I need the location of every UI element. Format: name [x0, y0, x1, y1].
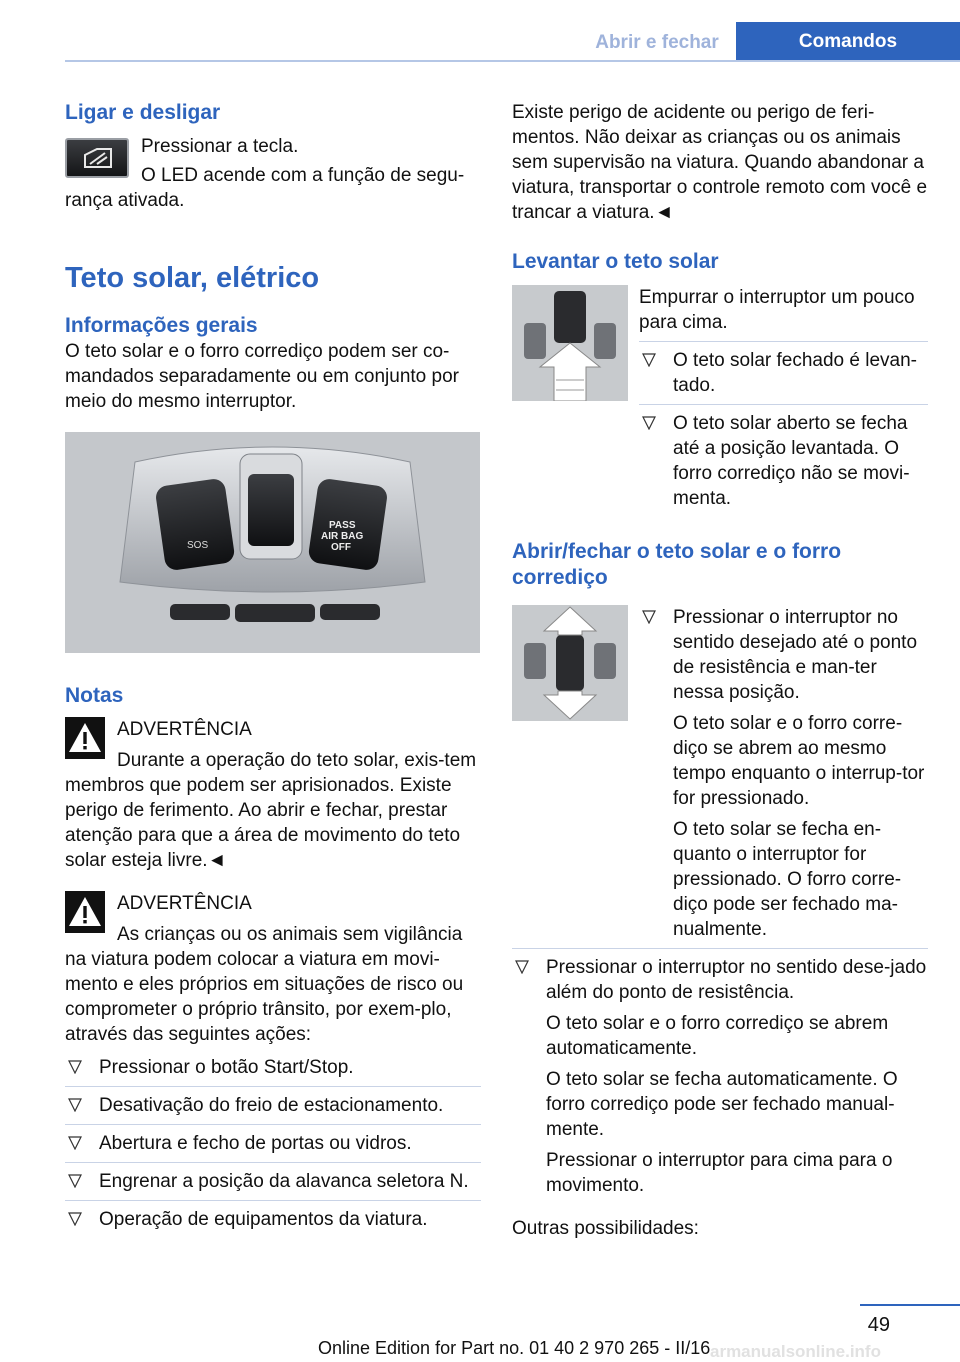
header-rule: [65, 60, 960, 62]
header-chapter-tab: Comandos: [736, 22, 960, 62]
abrir-item2-p2: O teto solar e o forro corrediço se abrem automaticamente.: [546, 1013, 889, 1059]
ligar-step-2: O LED acende com a função de segu‐rança ativada.: [65, 165, 465, 211]
header-section-title: Abrir e fechar: [595, 32, 719, 53]
list-item-text: Pressionar o interruptor no sentido dese‐jado além do ponto de resistência.: [546, 957, 927, 1003]
list-item: [639, 411, 928, 511]
list-item: [65, 1207, 481, 1232]
triangle-bullet-icon: [642, 610, 656, 624]
warning-2: [65, 891, 481, 1047]
list-divider: [65, 1162, 481, 1163]
abrir-fechar-heading: Abrir/fechar o teto solar e o forro corrediço: [512, 540, 842, 589]
levantar-intro: Empurrar o interruptor um pouco para cima.: [639, 287, 915, 333]
triangle-bullet-icon: [515, 960, 529, 974]
list-divider: [512, 948, 928, 949]
up-arrow-icon: [512, 285, 628, 401]
list-item-text: O teto solar fechado é levan‐tado.: [673, 350, 917, 396]
warning-2-text: As crianças ou os animais sem vigilância na viatura podem colocar a viatura em movi‐mento e eles próprios em situações de risco ou comprometer o próprio trânsito, por exem‐plo, através das seguintes ações:: [65, 924, 464, 1045]
levantar-block: [512, 285, 928, 511]
list-divider: [639, 404, 928, 405]
triangle-bullet-icon: [68, 1136, 82, 1150]
ligar-desligar-block: [65, 134, 481, 213]
list-item-text: Engrenar a posição da alavanca seletora N.: [99, 1171, 469, 1192]
warning-2-continued: Existe perigo de acidente ou perigo de feri‐mentos. Não deixar as crianças ou os animais sem supervisão na viatura. Quando abandonar a viatura, transportar o controle remoto com você e trancar a viatura.◄: [512, 102, 928, 223]
levantar-heading: Levantar o teto solar: [512, 250, 719, 273]
outras-possibilidades: Outras possibilidades:: [512, 1218, 699, 1239]
list-item-text: O teto solar aberto se fecha até a posição levantada. O forro corrediço não se movi‐menta.: [673, 413, 910, 509]
list-divider: [65, 1200, 481, 1201]
up-down-arrow-icon: [512, 605, 628, 721]
abrir-item1-p2: O teto solar e o forro corre‐diço se abrem ao mesmo tempo enquanto o interrup‐tor for pressionado.: [673, 713, 925, 809]
list-item-text: Abertura e fecho de portas ou vidros.: [99, 1133, 412, 1154]
page-number: 49: [867, 1314, 890, 1336]
list-item: [65, 1055, 481, 1080]
right-column: [512, 100, 928, 1241]
abrir-list-a: [639, 605, 928, 942]
ligar-desligar-heading: Ligar e desligar: [65, 101, 221, 124]
list-item-text: Operação de equipamentos da viatura.: [99, 1209, 428, 1230]
list-item: [639, 348, 928, 398]
list-item: [512, 955, 928, 1198]
warning-2-list: [65, 1055, 481, 1232]
footer-rule: [860, 1304, 960, 1306]
info-gerais-text: O teto solar e o forro corrediço podem ser co‐mandados separadamente ou em conjunto por meio do mesmo interruptor.: [65, 341, 459, 412]
switch-updown-photo: [512, 605, 628, 721]
notas-heading: Notas: [65, 684, 124, 707]
abrir-item1-p3: O teto solar se fecha en‐quanto o interruptor for pressionado. O forro corre‐diço pode ser fechado ma‐nualmente.: [673, 819, 902, 940]
triangle-bullet-icon: [68, 1174, 82, 1188]
warning-1-title: ADVERTÊNCIA: [117, 719, 252, 740]
list-divider: [65, 1086, 481, 1087]
ligar-step-1: Pressionar a tecla.: [141, 136, 299, 157]
door-lock-key-icon: [65, 138, 129, 178]
page-footer: [0, 1298, 960, 1362]
airbag-label: AIR BAG: [321, 531, 364, 542]
triangle-bullet-icon: [642, 353, 656, 367]
pass-label: PASS: [329, 520, 356, 531]
triangle-bullet-icon: [68, 1098, 82, 1112]
off-label: OFF: [331, 542, 351, 553]
switch-up-photo: [512, 285, 628, 401]
edition-text: Online Edition for Part no. 01 40 2 970 265 - II/16: [318, 1338, 711, 1358]
list-divider: [639, 341, 928, 342]
warning-1: [65, 717, 481, 873]
warning-1-text: Durante a operação do teto solar, exis‐tem membros que podem ser aprisionados. Existe perigo de ferimento. Ao abrir e fechar, prestar atenção para que a área de movimento do teto solar esteja livre.◄: [65, 750, 477, 871]
watermark: armanualsonline.info: [710, 1342, 881, 1361]
levantar-list: [639, 348, 928, 511]
triangle-bullet-icon: [68, 1212, 82, 1226]
abrir-item2-p4: Pressionar o interruptor para cima para o movimento.: [546, 1150, 893, 1196]
abrir-fechar-block: [512, 605, 928, 942]
warning-triangle-icon: [65, 717, 105, 759]
left-column: [65, 100, 481, 1232]
page-header: [0, 0, 960, 64]
list-divider: [65, 1124, 481, 1125]
warning-2-title: ADVERTÊNCIA: [117, 893, 252, 914]
list-item-text: Pressionar o interruptor no sentido desejado até o ponto de resistência e man‐ter nessa posição.: [673, 607, 918, 703]
list-item-text: Desativação do freio de estacionamento.: [99, 1095, 444, 1116]
list-item: [65, 1131, 481, 1156]
teto-solar-heading: Teto solar, elétrico: [65, 262, 320, 294]
triangle-bullet-icon: [642, 416, 656, 430]
list-item: [65, 1093, 481, 1118]
warning-triangle-icon: [65, 891, 105, 933]
info-gerais-heading: Informações gerais: [65, 314, 258, 337]
list-item-text: Pressionar o botão Start/Stop.: [99, 1057, 354, 1078]
roof-console-photo: [65, 432, 480, 653]
abrir-item2-p3: O teto solar se fecha automaticamente. O forro corrediço pode ser fechado manual‐mente.: [546, 1069, 898, 1140]
list-item: [65, 1169, 481, 1194]
triangle-bullet-icon: [68, 1060, 82, 1074]
abrir-list-b: [512, 955, 928, 1198]
sos-label: SOS: [187, 540, 209, 551]
list-item: [639, 605, 928, 942]
